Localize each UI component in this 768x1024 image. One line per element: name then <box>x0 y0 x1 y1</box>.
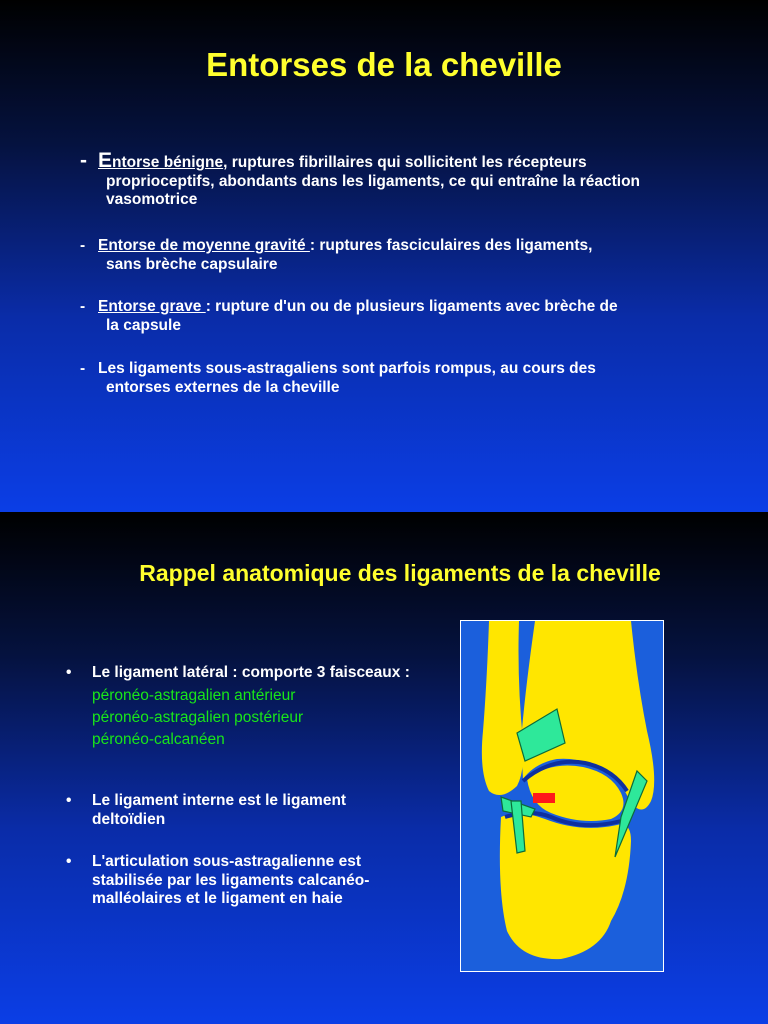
bullet-dot: • <box>66 792 72 809</box>
item-entorse-benigne <box>80 149 710 210</box>
item-term <box>98 149 224 172</box>
slide1-title: Entorses de la cheville <box>206 46 562 83</box>
item-continuation: sans brèche capsulaire <box>106 255 278 273</box>
item-dash: - <box>80 149 87 172</box>
item-ligaments-sous-astragaliens <box>80 360 710 397</box>
bullet-sous-astragalienne <box>66 853 416 909</box>
bullet-text: Le ligament interne est le ligament deltoïdien <box>92 792 347 828</box>
slide-rappel-anatomique <box>0 512 768 1024</box>
bullet-ligament-lateral <box>66 664 416 751</box>
faisceau-posterieur: péronéo-astragalien postérieur <box>92 708 304 726</box>
item-entorse-grave <box>80 298 710 335</box>
item-text: Les ligaments sous-astragaliens sont parfois rompus, au cours des <box>98 360 596 377</box>
bullet-ligament-interne <box>66 792 416 829</box>
slide2-title: Rappel anatomique des ligaments de la cheville <box>139 560 661 586</box>
item-continuation: proprioceptifs, abondants dans les ligaments, ce qui entraîne la réaction vasomotrice <box>106 172 641 208</box>
bullet-text: L'articulation sous-astragalienne est stabilisée par les ligaments calcanéo-malléolaires et le ligament en haie <box>92 853 370 907</box>
item-term: Entorse grave <box>98 298 206 315</box>
red-marker <box>533 793 555 803</box>
bullet-dot: • <box>66 853 72 870</box>
faisceau-calcaneen: péronéo-calcanéen <box>92 730 225 748</box>
item-entorse-moyenne <box>80 237 710 274</box>
item-text: : ruptures fasciculaires des ligaments, <box>309 237 593 254</box>
item-term-rest: ntorse bénigne <box>112 154 224 171</box>
item-dash: - <box>80 298 86 315</box>
item-text: : rupture d'un ou de plusieurs ligaments avec brèche de <box>205 298 618 315</box>
item-dash: - <box>80 360 86 377</box>
fibula-bone <box>482 621 524 795</box>
faisceau-anterieur: péronéo-astragalien antérieur <box>92 686 296 704</box>
ankle-diagram <box>461 621 663 971</box>
item-term: Entorse de moyenne gravité <box>98 237 310 254</box>
item-continuation: la capsule <box>106 316 181 334</box>
item-dash: - <box>80 237 86 254</box>
item-first-letter: E <box>98 149 113 172</box>
item-text: , ruptures fibrillaires qui sollicitent les récepteurs <box>223 154 587 171</box>
bullet-text: Le ligament latéral : comporte 3 faisceaux : <box>92 664 410 681</box>
bullet-dot: • <box>66 664 72 681</box>
ankle-anatomy-illustration <box>460 620 664 972</box>
item-continuation: entorses externes de la cheville <box>106 378 340 396</box>
